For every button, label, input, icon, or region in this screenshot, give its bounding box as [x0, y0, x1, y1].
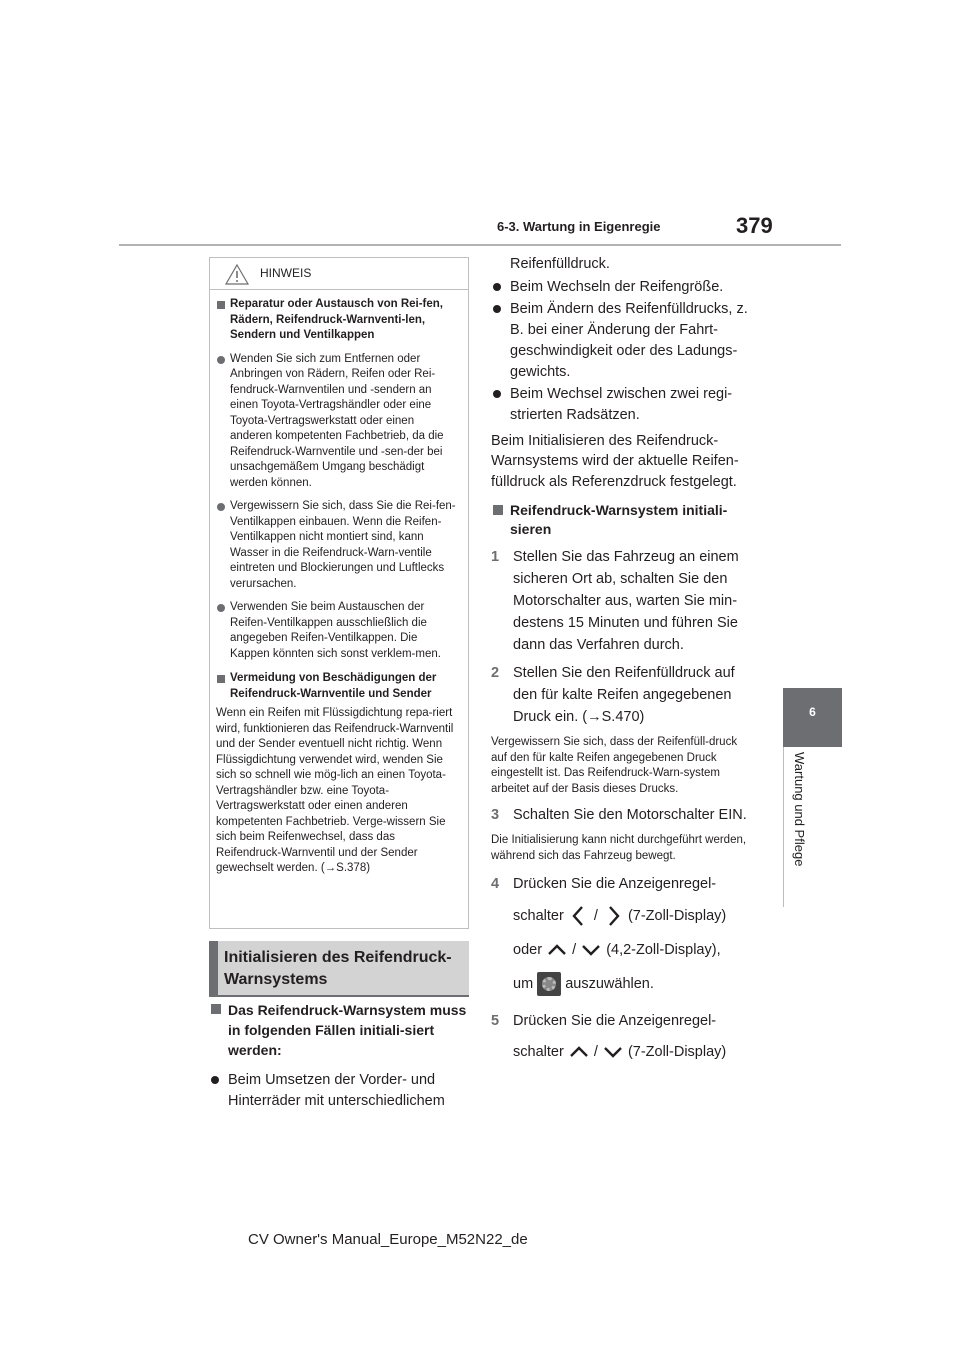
- section-title: Initialisieren des Reifendruck-Warnsystems: [209, 941, 469, 997]
- notice-header: [210, 258, 468, 290]
- step-note: Vergewissern Sie sich, dass der Reifenfüll-druck auf den für kalte Reifen angegebenen Druck eingestellt ist. Das Reifendruck-Warn-system arbeitet auf der Basis dieses Drucks.: [491, 736, 738, 795]
- bullet-item: Beim Umsetzen der Vorder- und Hinterräder mit unterschiedlichem: [209, 1070, 471, 1112]
- notice-bullet: Vergewissern Sie sich, dass Sie die Rei-fen-Ventilkappen einbauen. Wenn die Reifen-Ventilkappen nicht montiert sind, kann Wasser in die Reifendruck-Warn-ventile eintreten und Blockierungen und Luftlecks verursachen.: [216, 499, 459, 592]
- notice-body: [210, 290, 468, 877]
- warning-triangle-icon: [224, 263, 250, 286]
- column-right: [491, 254, 753, 1063]
- notice-bullet: Verwenden Sie beim Austauschen der Reifen-Ventilkappen ausschließlich die angegeben Reifen-Ventilkappen. Die Kappen könnten sich sonst verklem-men.: [216, 600, 459, 662]
- notice-heading: Vermeidung von Beschädigungen der Reifendruck-Warnventile und Sender: [216, 671, 459, 702]
- chapter-divider: [783, 747, 784, 907]
- bullet-item: Beim Ändern des Reifenfülldrucks, z. B. bei einer Änderung der Fahrt-geschwindigkeit oder des Ladungs-gewichts.: [491, 299, 753, 383]
- column-middle: [209, 1000, 471, 1112]
- header-section: 6-3. Wartung in Eigenregie: [497, 219, 661, 234]
- chapter-label: Wartung und Pflege: [792, 752, 807, 867]
- step-1: 1 Stellen Sie das Fahrzeug an einem sicheren Ort ab, schalten Sie den Motorschalter aus, warten Sie min-destens 15 Minuten und führen Sie dann das Verfahren durch.: [491, 549, 739, 653]
- paragraph: Beim Initialisieren des Reifendruck-Warnsystems wird der aktuelle Reifen-fülldruck als Referenzdruck festgelegt.: [491, 432, 739, 490]
- step-4: 4 Drücken Sie die Anzeigenregel- schalter / (7-Zoll-Display) oder / (4,2-Zoll-Display), um auszuwählen.: [491, 873, 753, 996]
- step-note: Die Initialisierung kann nicht durchgeführt werden, während sich das Fahrzeug bewegt.: [491, 834, 747, 862]
- step-3: 3 Schalten Sie den Motorschalter EIN.: [491, 807, 747, 823]
- bullet-item: Beim Wechsel zwischen zwei regi-strierten Radsätzen.: [491, 384, 753, 426]
- notice-box: [209, 257, 469, 929]
- chevron-down-icon: [602, 1043, 624, 1061]
- notice-bullet: Wenden Sie sich zum Entfernen oder Anbringen von Rädern, Reifen oder Rei-fendruck-Warnventilen und -sendern an einen Toyota-Vertragshändler oder eine Toyota-Vertragswerkstatt oder einen anderen kompetenten Fachbetrieb, da die Reifendruck-Warnventile und -sen-der bei unsachgemäßem Umgang beschädigt werden können.: [216, 352, 459, 492]
- step-5: 5 Drücken Sie die Anzeigenregel- schalter / (7-Zoll-Display): [491, 1013, 727, 1060]
- chevron-right-icon: [602, 904, 624, 928]
- footer: CV Owner's Manual_Europe_M52N22_de: [248, 1231, 528, 1248]
- header-rule: [119, 244, 841, 246]
- subheading: Das Reifendruck-Warnsystem muss in folgenden Fällen initiali-siert werden:: [209, 1000, 471, 1060]
- bullet-continuation: Reifenfülldruck.: [510, 256, 610, 272]
- chapter-tab: 6: [783, 688, 842, 747]
- step-2: 2 Stellen Sie den Reifenfülldruck auf den für kalte Reifen angegebenen Druck ein. (→S.470): [491, 665, 735, 725]
- settings-gear-icon: [537, 972, 561, 996]
- chevron-left-icon: [568, 904, 590, 928]
- notice-heading: Reparatur oder Austausch von Rei-fen, Rädern, Reifendruck-Warnventi-len, Sendern und Ventilkappen: [216, 297, 459, 344]
- notice-title: HINWEIS: [260, 266, 312, 280]
- bullet-item: Beim Wechseln der Reifengröße.: [491, 277, 753, 298]
- chevron-up-icon: [568, 1043, 590, 1061]
- chevron-down-icon: [580, 941, 602, 959]
- subheading: Reifendruck-Warnsystem initiali-sieren: [491, 501, 753, 539]
- chevron-up-icon: [546, 941, 568, 959]
- notice-paragraph: Wenn ein Reifen mit Flüssigdichtung repa-riert wird, funktionieren das Reifendruck-Warnventil und der Sender eventuell nicht richtig. Wenn Flüssigdichtung verwendet wird, wenden Sie sich so schnell wie mög-lich an einen Toyota-Vertragshändler bzw. eine Toyota-Vertragswerkstatt oder einen anderen kompetenten Fachbetrieb. Verge-wissern Sie sich beim Reifenwechsel, dass das Reifendruck-Warnventil und der Sender gewechselt werden. (→S.378): [216, 707, 454, 874]
- page-number: 379: [736, 213, 773, 238]
